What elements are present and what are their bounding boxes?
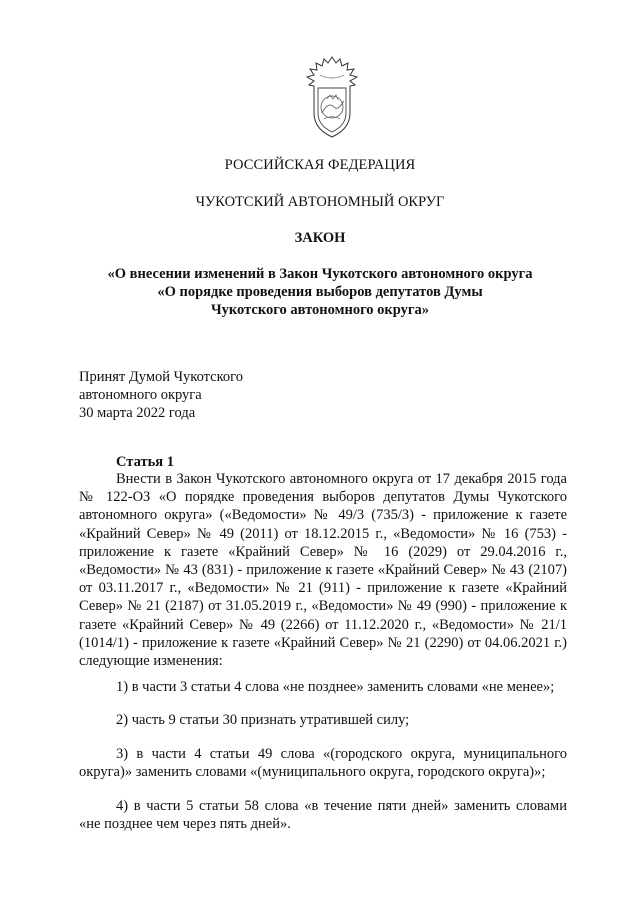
amendment-item: 1) в части 3 статьи 4 слова «не позднее» заменить словами «не менее»;	[116, 679, 555, 695]
article-intro: Внести в Закон Чукотского автономного округа от 17 декабря 2015 года № 122-ОЗ «О порядке проведения выборов депутатов Думы Чукотского автономного округа» («Ведомости» № 49/3 (735/3) - приложение к газете «Крайний Север» № 49 (2011) от 18.12.2015 г., «Ведомости» № 16 (753) - приложение к газете «Крайний Север» № 16 (2029) от 29.04.2016 г., «Ведомости» № 43 (831) - приложение к газете «Крайний Север» № 43 (2107) от 03.11.2017 г., «Ведомости» № 21 (911) - приложение к газете «Крайний Север» № 21 (2187) от 31.05.2019 г., «Ведомости» № 49 (990) - приложение к газете «Крайний Север» № 49 (2266) от 11.12.2020 г., «Ведомости» № 21/1 (1014/1) - приложение к газете «Крайний Север» № 21 (2290) от 04.06.2021 г.) следующие изменения:	[79, 471, 567, 670]
adoption-line: Принят Думой Чукотского	[79, 369, 244, 385]
document-type: ЗАКОН	[294, 230, 346, 246]
amendment-item: 2) часть 9 статьи 30 признать утратившей силу;	[116, 712, 410, 728]
region-name: ЧУКОТСКИЙ АВТОНОМНЫЙ ОКРУГ	[195, 194, 445, 210]
amendment-item: 4) в части 5 статьи 58 слова «в течение пяти дней» заменить словами «не позднее чем через пять дней».	[79, 798, 567, 833]
coat-of-arms-icon	[300, 55, 364, 139]
law-title-line: «О внесении изменений в Закон Чукотского автономного округа	[107, 266, 533, 282]
law-title-line: «О порядке проведения выборов депутатов Думы	[157, 284, 483, 300]
adoption-line: автономного округа	[79, 387, 202, 403]
adoption-info	[79, 368, 243, 422]
adoption-date: 30 марта 2022 года	[79, 405, 196, 421]
law-title-line: Чукотского автономного округа»	[211, 302, 429, 318]
amendment-item: 3) в части 4 статьи 49 слова «(городского округа, муниципального округа)» заменить словами «(муниципального округа, городского округа)»;	[79, 746, 567, 781]
article-heading: Статья 1	[116, 454, 174, 470]
country-name: РОССИЙСКАЯ ФЕДЕРАЦИЯ	[224, 157, 416, 173]
law-title	[0, 265, 640, 319]
